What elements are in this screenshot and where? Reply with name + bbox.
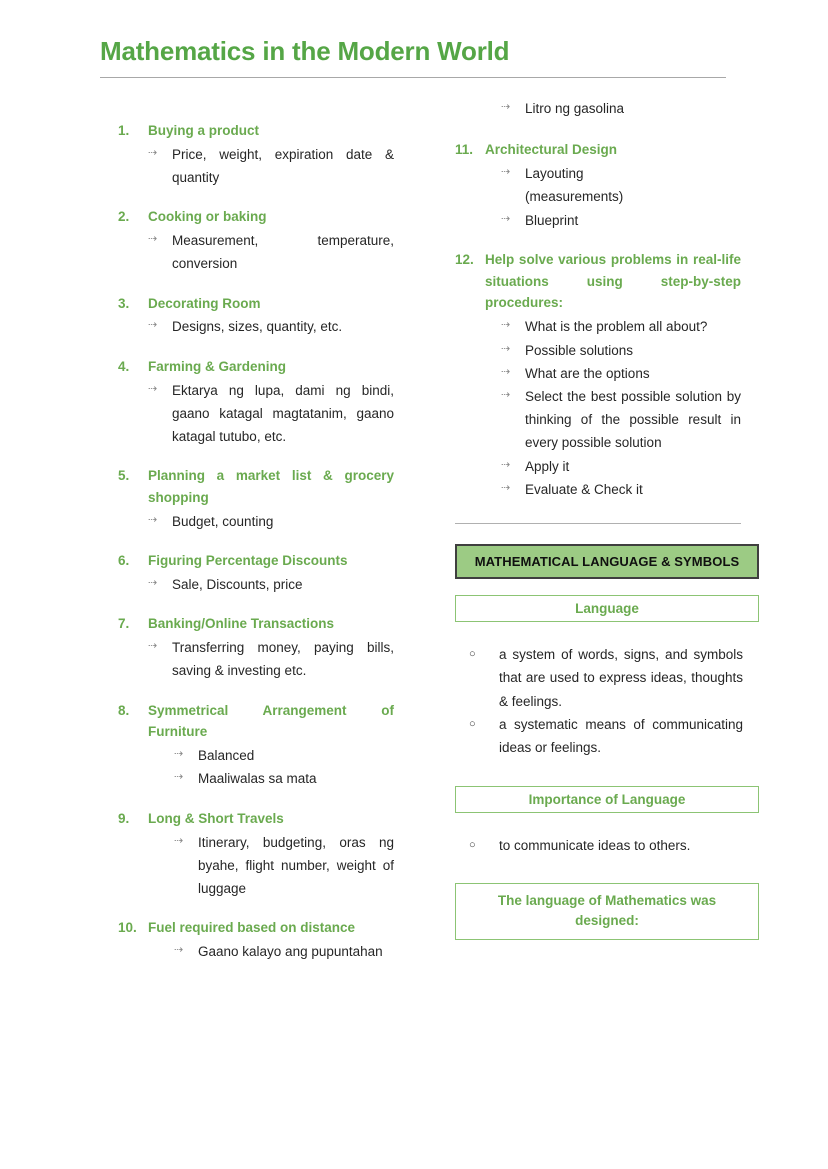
list-item-text: to communicate ideas to others.	[499, 837, 691, 853]
list-item	[118, 120, 394, 189]
arrow-bullet-icon: ⇢	[148, 382, 158, 395]
list-title: Symmetrical Arrangement of Furniture	[148, 702, 394, 740]
sub-list-text: Itinerary, budgeting, oras ng byahe, flight number, weight of luggage	[198, 834, 394, 896]
list-title: Architectural Design	[485, 142, 618, 158]
right-column	[455, 96, 741, 940]
left-column	[118, 120, 394, 963]
sub-list-text: Designs, sizes, quantity, etc.	[172, 319, 343, 335]
sub-list	[148, 510, 394, 533]
sub-list	[148, 143, 394, 189]
list-item	[118, 293, 394, 339]
list-item	[455, 713, 745, 760]
sub-list-item	[148, 315, 394, 338]
sub-list	[148, 315, 394, 338]
arrow-bullet-icon: ⇢	[501, 101, 511, 113]
sub-list-item	[501, 209, 741, 232]
circle-bullet-icon: ○	[469, 718, 476, 731]
sub-list-text: Ektarya ng lupa, dami ng bindi, gaano katagal magtatanim, gaano katagal tutubo, etc.	[172, 382, 394, 444]
sub-list-item	[501, 478, 741, 501]
sub-list-item	[148, 510, 394, 533]
list-number: 2.	[118, 209, 130, 225]
arrow-bullet-icon: ⇢	[501, 365, 511, 378]
sub-list-item	[501, 362, 741, 385]
list-number: 9.	[118, 810, 130, 826]
circle-bullet-icon: ○	[469, 838, 476, 851]
sub-list-item	[148, 379, 394, 449]
list-title: Farming & Gardening	[148, 358, 287, 374]
sub-list-text: Select the best possible solution by thinking of the possible result in every possible solution	[525, 388, 741, 451]
sub-list-item	[501, 385, 741, 455]
list-title: Figuring Percentage Discounts	[148, 553, 348, 569]
sub-list	[174, 831, 394, 901]
sub-list-item	[501, 315, 741, 338]
arrow-bullet-icon: ⇢	[148, 513, 158, 526]
list-title: Cooking or baking	[148, 209, 267, 225]
list-number: 12.	[455, 251, 474, 267]
sub-list-item	[148, 143, 394, 189]
list-title: Help solve various problems in real-life situations using step-by-step procedures:	[485, 251, 741, 311]
sub-list	[148, 229, 394, 275]
sub-list-text: Apply it	[525, 458, 570, 474]
sub-list	[501, 162, 741, 232]
list-title: Long & Short Travels	[148, 810, 284, 826]
sub-list	[148, 379, 394, 449]
list-title: Planning a market list & grocery shopping	[148, 468, 394, 506]
sub-list	[174, 744, 394, 790]
list-number: 11.	[455, 142, 474, 158]
arrow-bullet-icon: ⇢	[174, 834, 184, 847]
list-number: 6.	[118, 553, 130, 569]
list-item	[118, 700, 394, 791]
arrow-bullet-icon: ⇢	[174, 748, 184, 761]
list-item	[118, 465, 394, 533]
sub-list-text: Possible solutions	[525, 342, 634, 358]
list-item	[118, 917, 394, 963]
sub-list-item	[174, 744, 394, 767]
arrow-bullet-icon: ⇢	[148, 146, 158, 159]
list-number: 4.	[118, 358, 130, 374]
continued-sub-list	[501, 97, 741, 120]
arrow-bullet-icon: ⇢	[148, 640, 158, 653]
list-number: 7.	[118, 616, 130, 632]
sub-list-item	[501, 97, 741, 120]
sub-list-text: Litro ng gasolina	[525, 101, 625, 116]
list-title: Fuel required based on distance	[148, 920, 356, 936]
list-item	[455, 249, 741, 501]
arrow-bullet-icon: ⇢	[501, 481, 511, 494]
sub-list-item	[148, 636, 394, 682]
sub-list-item	[148, 229, 394, 275]
sub-list	[174, 940, 394, 963]
sub-list-item	[501, 339, 741, 362]
circle-bullet-icon: ○	[469, 648, 476, 661]
sub-list-text: Gaano kalayo ang pupuntahan	[198, 944, 383, 960]
list-item	[118, 206, 394, 275]
arrow-bullet-icon: ⇢	[501, 166, 511, 179]
sub-list-text: Measurement, temperature, conversion	[172, 233, 394, 272]
arrow-bullet-icon: ⇢	[501, 458, 511, 471]
sub-list-item	[501, 162, 741, 208]
document-header	[100, 36, 726, 78]
list-title: Buying a product	[148, 123, 259, 138]
importance-of-language-box: Importance of Language	[455, 786, 759, 813]
list-title: Banking/Online Transactions	[148, 616, 335, 632]
sub-list-text: Maaliwalas sa mata	[198, 771, 317, 787]
sub-list-text: Transferring money, paying bills, saving & investing etc.	[172, 640, 394, 679]
list-item	[455, 834, 745, 857]
list-item-text: a system of words, signs, and symbols that are used to express ideas, thoughts & feelings.	[499, 647, 743, 709]
sub-list-item	[501, 455, 741, 478]
sub-list-text: Layouting (measurements)	[525, 166, 624, 205]
sub-list-text: What is the problem all about?	[525, 319, 708, 335]
language-points-list	[455, 643, 745, 760]
arrow-bullet-icon: ⇢	[148, 233, 158, 246]
arrow-bullet-icon: ⇢	[501, 212, 511, 225]
sub-list	[501, 315, 741, 501]
language-box: Language	[455, 595, 759, 622]
list-item	[118, 550, 394, 596]
arrow-bullet-icon: ⇢	[174, 944, 184, 957]
sub-list	[148, 573, 394, 596]
sub-list	[148, 636, 394, 682]
sub-list-item	[174, 831, 394, 901]
section-divider	[455, 523, 741, 524]
title-divider	[100, 77, 726, 78]
arrow-bullet-icon: ⇢	[148, 319, 158, 332]
list-number: 3.	[118, 295, 130, 311]
sub-list-text: Balanced	[198, 748, 255, 764]
list-number: 1.	[118, 123, 130, 138]
sub-list-item	[148, 573, 394, 596]
list-item	[118, 613, 394, 682]
list-item	[455, 139, 741, 232]
page-title: Mathematics in the Modern World	[100, 36, 510, 66]
importance-points-list	[455, 834, 745, 857]
arrow-bullet-icon: ⇢	[174, 771, 184, 784]
list-item-text: a systematic means of communicating ideas or feelings.	[499, 717, 743, 756]
arrow-bullet-icon: ⇢	[501, 388, 511, 401]
sub-list-text: Evaluate & Check it	[525, 481, 643, 497]
section-header-box: MATHEMATICAL LANGUAGE & SYMBOLS	[455, 544, 759, 579]
sub-list-text: Budget, counting	[172, 513, 274, 529]
list-number: 10.	[118, 920, 137, 936]
list-item	[118, 808, 394, 901]
sub-list-text: Price, weight, expiration date & quantity	[172, 146, 394, 186]
arrow-bullet-icon: ⇢	[501, 342, 511, 355]
language-designed-box: The language of Mathematics was designed:	[455, 883, 759, 940]
sub-list-item	[174, 940, 394, 963]
list-item	[455, 643, 745, 713]
arrow-bullet-icon: ⇢	[148, 576, 158, 589]
list-number: 5.	[118, 468, 130, 484]
sub-list-text: What are the options	[525, 365, 650, 381]
arrow-bullet-icon: ⇢	[501, 319, 511, 332]
list-item	[118, 356, 394, 449]
list-number: 8.	[118, 702, 130, 718]
sub-list-text: Blueprint	[525, 212, 579, 228]
sub-list-item	[174, 767, 394, 790]
list-title: Decorating Room	[148, 295, 261, 311]
sub-list-text: Sale, Discounts, price	[172, 576, 303, 592]
